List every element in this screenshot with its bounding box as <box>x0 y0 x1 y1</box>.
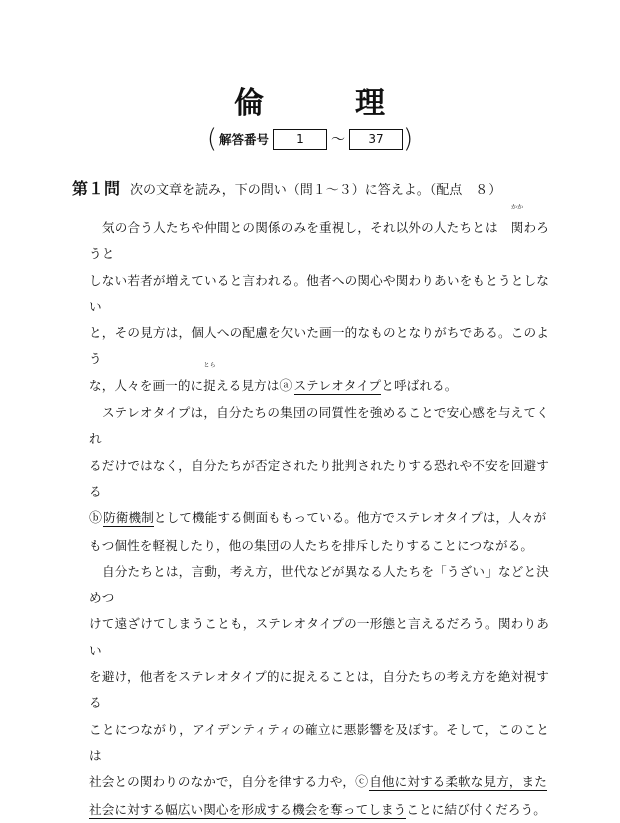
underline-b: 防衛機制 <box>103 510 154 526</box>
underline-c-2: 社会に対する幅広い関心を形成する機会を奪ってしまう <box>89 801 407 817</box>
p1-line-4: な，人々を画一的に捉 とら える見方はⓐステレオタイプと呼ばれる。 <box>89 373 549 400</box>
p2-line-3: ⓑ防衛機制として機能する側面ももっている。他方でステレオタイプは，人々が <box>89 510 547 527</box>
ruby-tora: 捉 とら <box>203 361 216 393</box>
p1-line-1: 気の合う人たちや仲間との関係のみを重視し，それ以外の人たちとは 関 かか わろうと <box>89 204 550 262</box>
right-paren: ) <box>403 124 414 154</box>
p3-line-4: ことにつながり，アイデンティティの確立に悪影響を及ぼす。そして，このことは <box>89 721 549 763</box>
p3-line-3: を避け，他者をステレオタイプ的に捉えることは，自分たちの考え方を絶対視する <box>89 669 549 711</box>
answer-range-tilde: ～ <box>331 132 345 148</box>
p2-line-2: るだけではなく，自分たちが否定されたり批判されたりする恐れや不安を回避する <box>89 457 549 499</box>
title-char-1: 倫 <box>234 86 265 121</box>
answer-range <box>0 126 620 152</box>
paragraph-1 <box>89 204 550 400</box>
paragraph-2 <box>89 400 549 559</box>
question-number: 第１問 <box>72 179 121 198</box>
underline-c-1: 自他に対する柔軟な見方，また <box>369 774 547 790</box>
p3-line-1: 自分たちとは，言動，考え方，世代などが異なる人たちを「うざい」などと決めつ <box>89 563 549 606</box>
mark-b: ⓑ <box>89 511 103 527</box>
title-char-2: 理 <box>355 86 386 121</box>
p2-line-4: もつ個性を軽視したり，他の集団の人たちを排斥したりすることにつながる。 <box>89 537 534 553</box>
p2-line-1: ステレオタイプは，自分たちの集団の同質性を強めることで安心感を与えてくれ <box>89 405 549 447</box>
p1-line-3: と，その見方は，個人への配慮を欠いた画一的なものとなりがちである。このよう <box>89 325 549 367</box>
mark-a: ⓐ <box>279 378 293 394</box>
p3-line-5: 社会との関わりのなかで，自分を律する力や，ⓒ自他に対する柔軟な見方，また <box>89 774 547 791</box>
ruby-kaka: 関 かか <box>510 204 524 235</box>
p1-line-2: しない若者が増えていると言われる。他者への関心や関わりあいをもとうとしない <box>89 272 549 314</box>
p3-line-2: けて遠ざけてしまうことも，ステレオタイプの一形態と言えるだろう。関わりあい <box>89 616 549 658</box>
answer-end-box: 37 <box>349 129 403 150</box>
passage <box>89 204 550 823</box>
p3-line-6: 社会に対する幅広い関心を形成する機会を奪ってしまうことに結び付くだろう。 <box>89 801 546 817</box>
answer-start-box: 1 <box>273 129 327 150</box>
left-paren: ( <box>206 124 217 154</box>
question-instruction: 次の文章を読み，下の問い（問１～３）に答えよ。（配点 ８） <box>130 183 502 198</box>
paragraph-3 <box>89 559 549 823</box>
mark-c: ⓒ <box>355 775 369 791</box>
page-title <box>0 78 620 122</box>
answer-range-label: 解答番号 <box>218 132 269 147</box>
question-header <box>72 176 572 199</box>
underline-a: ステレオタイプ <box>293 377 382 393</box>
